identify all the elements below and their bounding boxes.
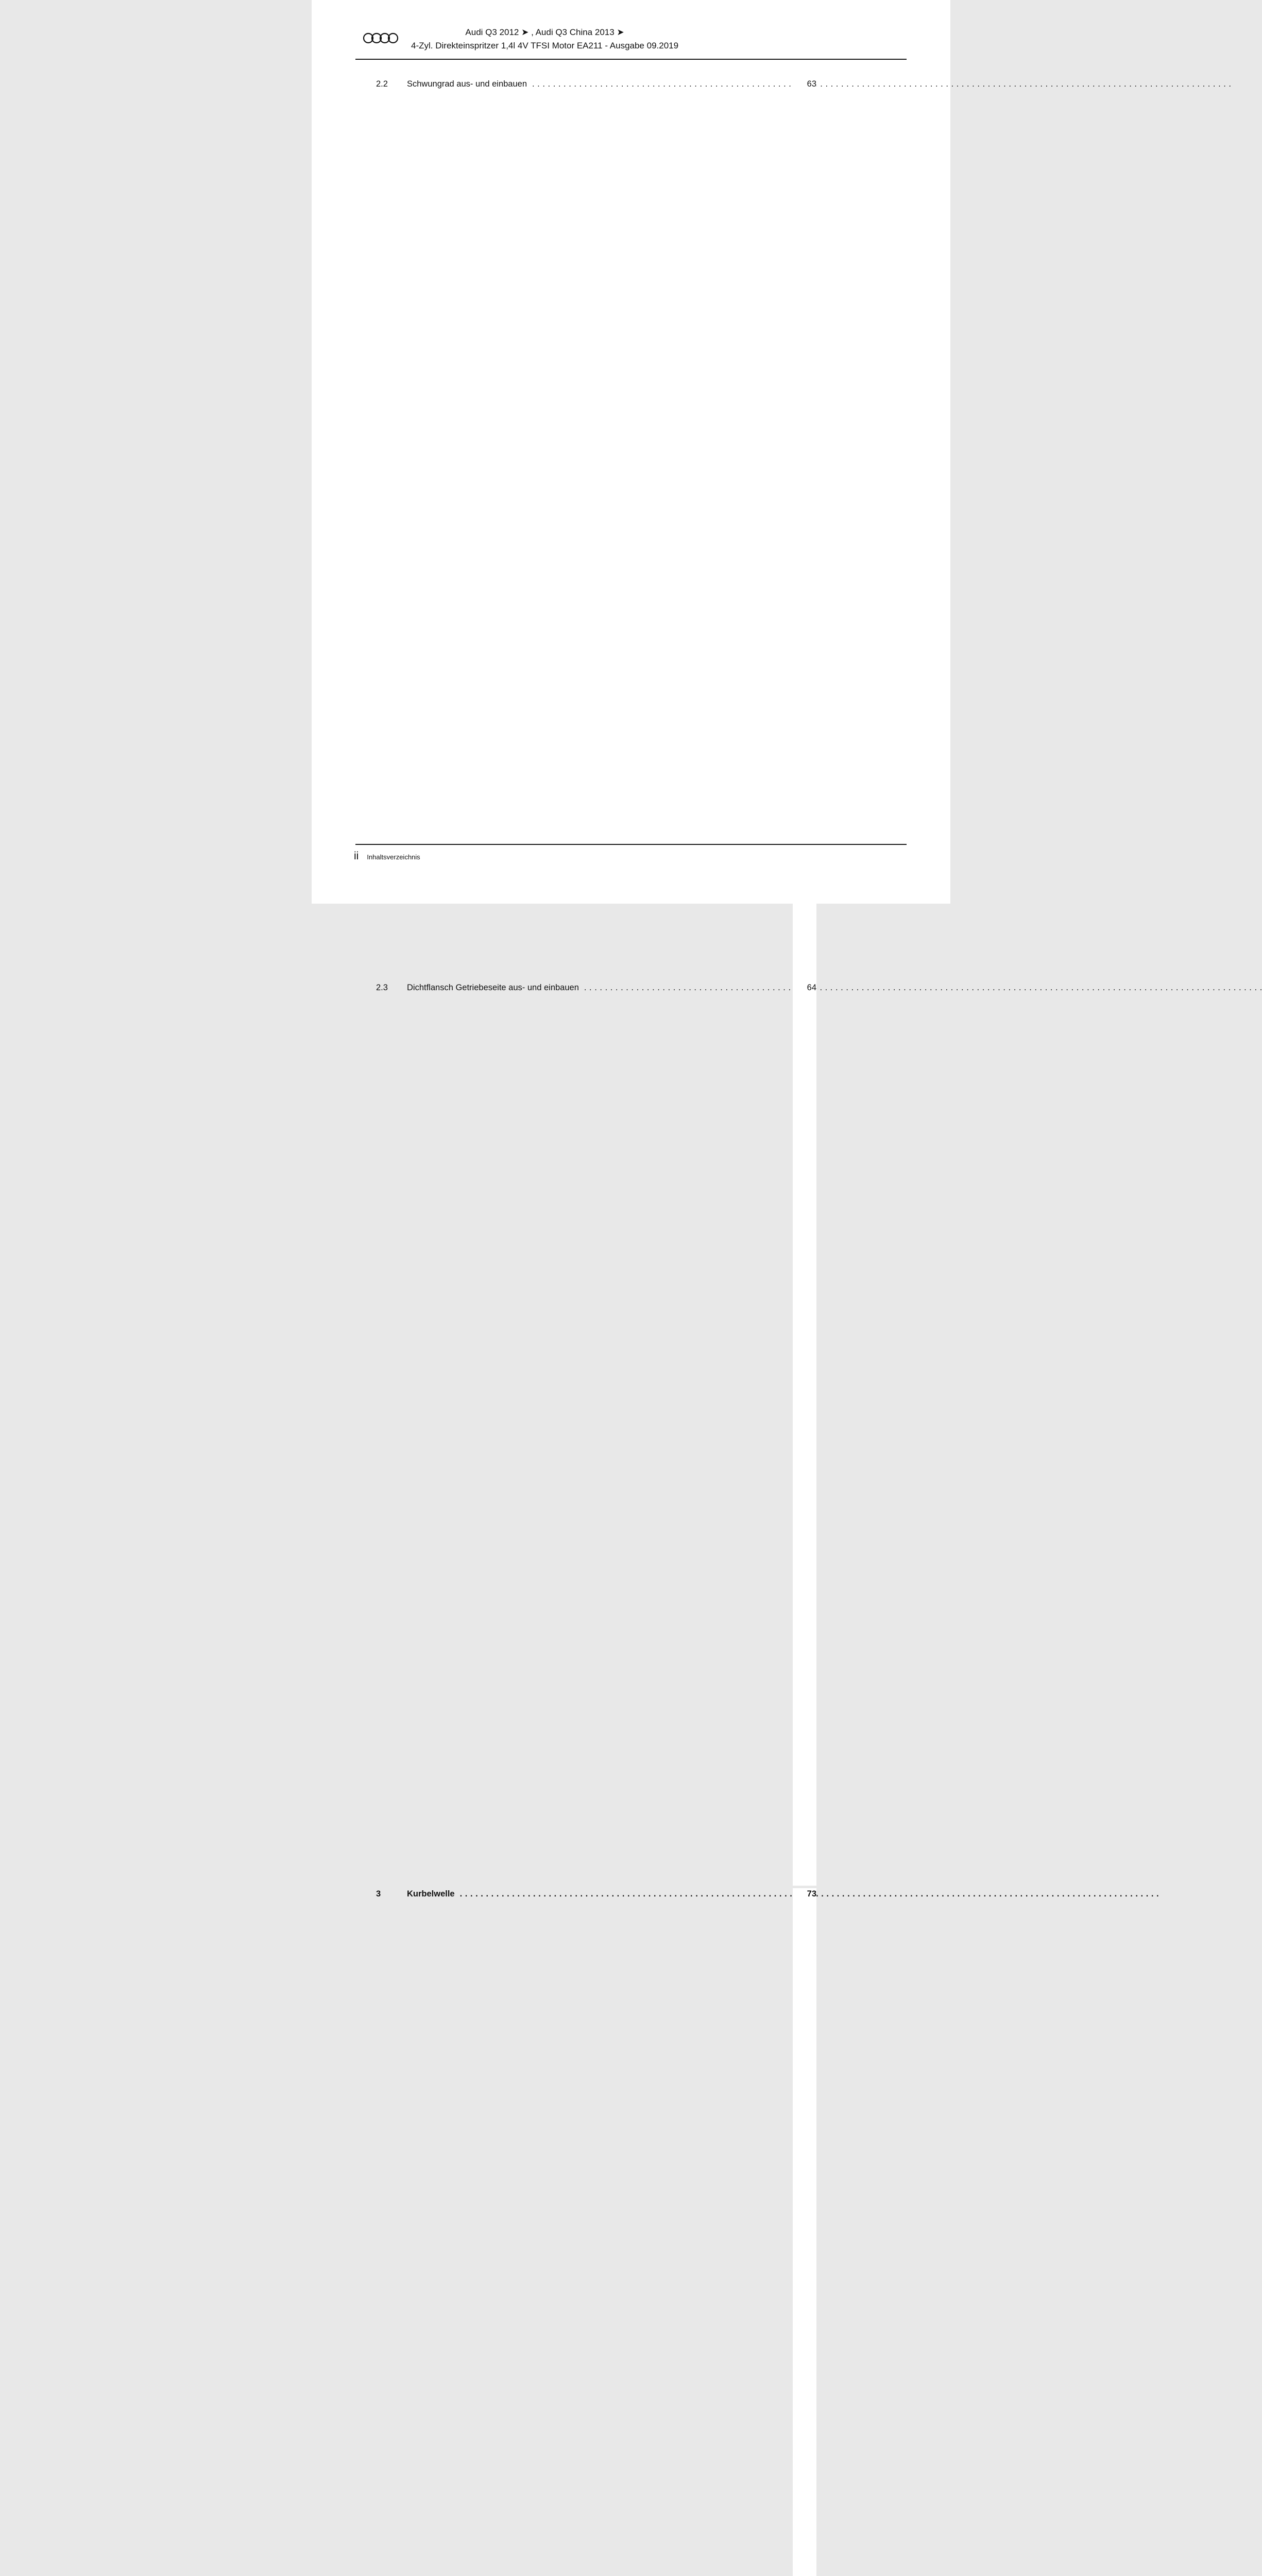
footer-page-number: ii (354, 850, 359, 862)
header-text (411, 26, 678, 53)
toc-entry-page: 63 (793, 78, 816, 982)
toc-entry-title: Kurbelwelle (407, 1889, 455, 1899)
header-line2: 4-Zyl. Direkteinspritzer 1,4l 4V TFSI Motor EA211 - Ausgabe 09.2019 (411, 41, 679, 50)
dot-leader (460, 1888, 789, 1901)
audi-rings-icon (363, 31, 400, 45)
toc-entry-title: Dichtflansch Getriebeseite aus- und einbauen (407, 983, 579, 992)
dot-leader (584, 982, 789, 994)
footer-label: Inhaltsverzeichnis (367, 853, 420, 861)
header-line1: Audi Q3 2012 ➤ , Audi Q3 China 2013 ➤ (465, 27, 624, 37)
page-header (355, 26, 907, 53)
toc-entry-title: Schwungrad aus- und einbauen (407, 79, 527, 89)
footer-divider (355, 844, 907, 845)
toc-entry-number: 3 (376, 1889, 381, 1899)
header-divider (355, 59, 907, 60)
toc-entry-number: 2.3 (376, 983, 388, 992)
toc-entry-number: 2.2 (376, 79, 388, 89)
document-page (312, 0, 950, 1899)
toc-entry (355, 78, 816, 982)
toc-entry-page: 73 (793, 1888, 816, 2576)
toc-list (355, 78, 816, 2576)
toc-entry-page: 64 (793, 982, 816, 1886)
toc-entry (355, 982, 816, 1886)
dot-leader (532, 78, 789, 91)
toc-entry (355, 1888, 816, 2576)
audi-rings-logo (363, 31, 400, 47)
footer (354, 850, 420, 862)
